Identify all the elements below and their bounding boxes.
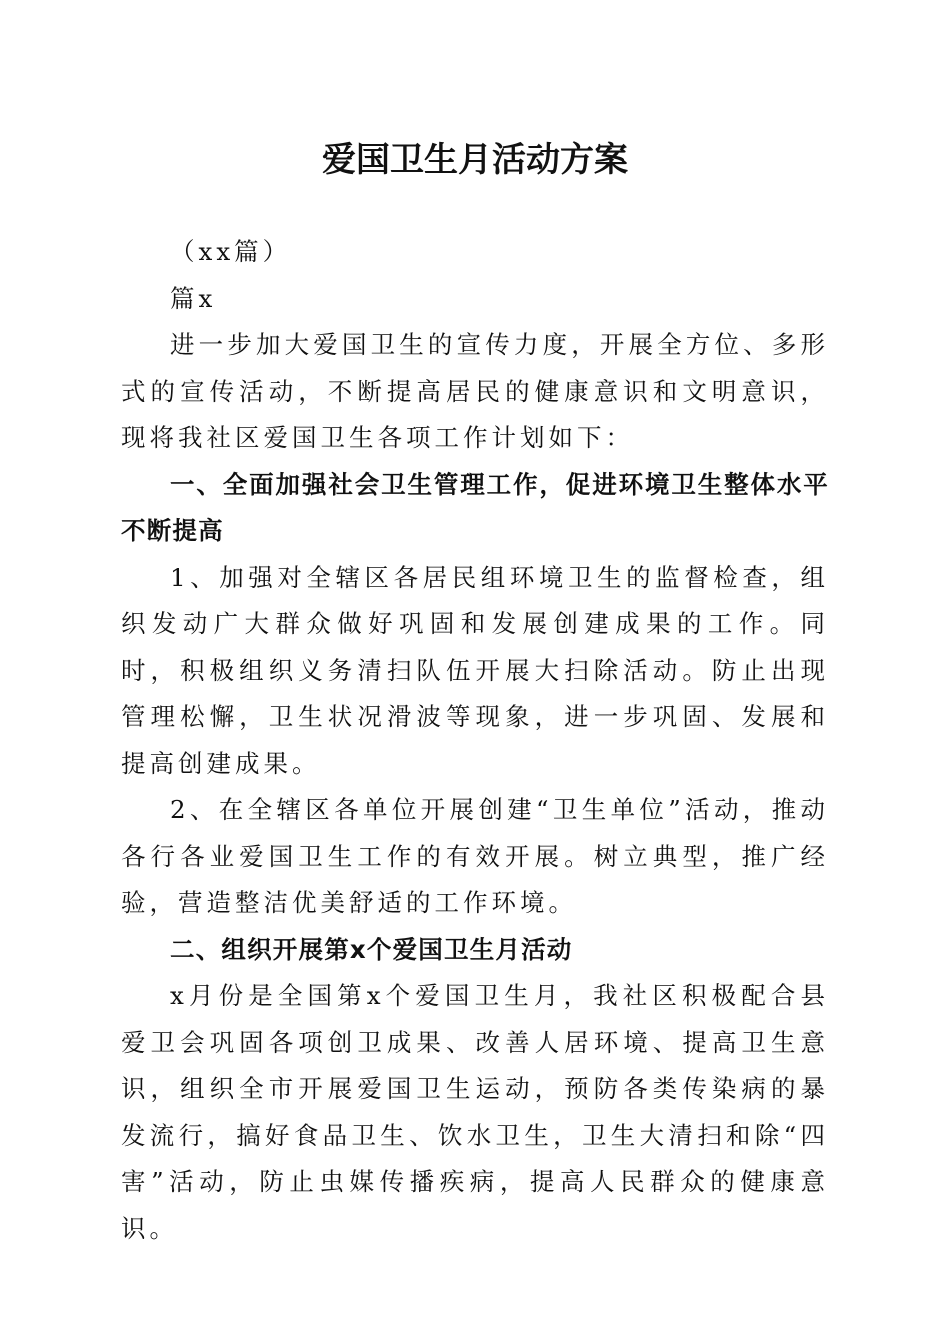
intro-paragraph: 进一步加大爱国卫生的宣传力度，开展全方位、多形式的宣传活动，不断提高居民的健康意识和文明意识，现将我社区爱国卫生各项工作计划如下： [121,330,829,452]
chapter-label: 篇x [170,283,217,313]
section-heading-1: 一、全面加强社会卫生管理工作，促进环境卫生整体水平不断提高 [121,469,829,545]
document-body [121,229,829,1252]
section-heading-2: 二、组织开展第x个爱国卫生月活动 [170,934,573,964]
body-paragraph: 2、在全辖区各单位开展创建“卫生单位”活动，推动各行各业爱国卫生工作的有效开展。树立典型，推广经验，营造整洁优美舒适的工作环境。 [121,795,829,917]
body-paragraph: x月份是全国第x个爱国卫生月，我社区积极配合县爱卫会巩固各项创卫成果、改善人居环境、提高卫生意识，组织全市开展爱国卫生运动，预防各类传染病的暴发流行，搞好食品卫生、饮水卫生，卫生大清扫和除“四害”活动，防止虫媒传播疾病，提高人民群众的健康意识。 [121,981,829,1243]
body-paragraph: 1、加强对全辖区各居民组环境卫生的监督检查，组织发动广大群众做好巩固和发展创建成果的工作。同时，积极组织义务清扫队伍开展大扫除活动。防止出现管理松懈，卫生状况滑波等现象，进一步巩固、发展和提高创建成果。 [121,562,829,778]
document-title: 爱国卫生月活动方案 [322,140,628,180]
document-subtitle: （xx篇） [170,237,292,266]
